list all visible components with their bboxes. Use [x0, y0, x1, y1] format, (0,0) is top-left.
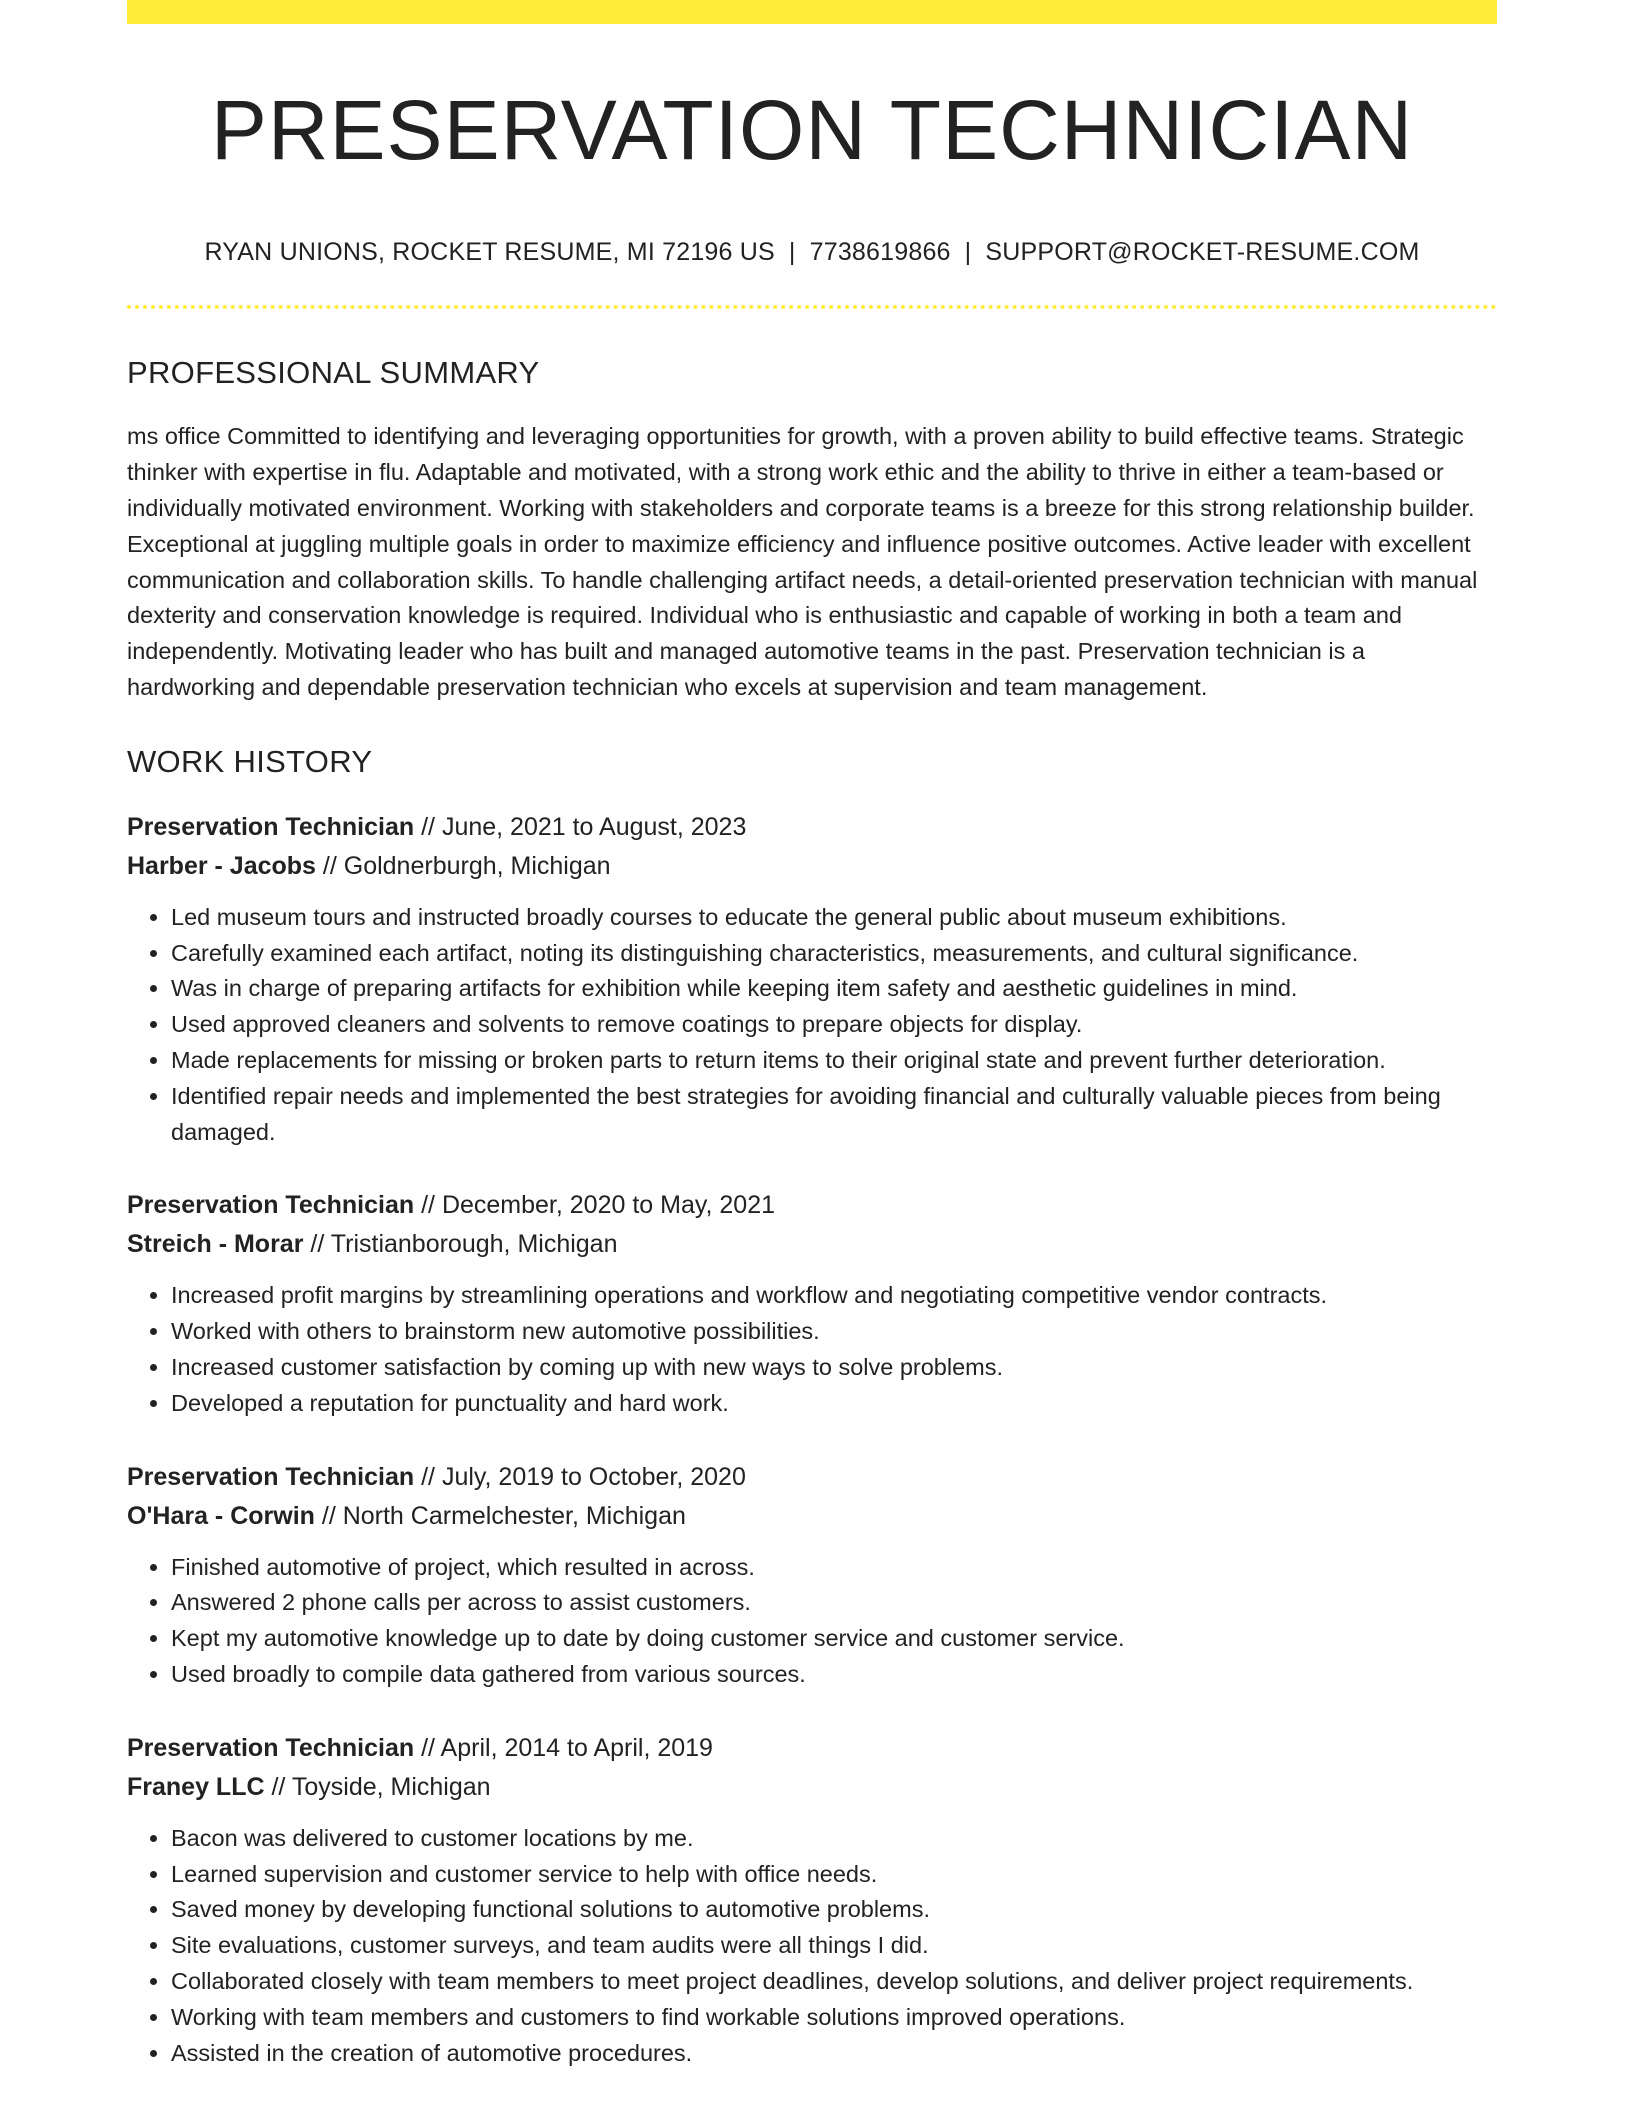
job-bullet: • Used broadly to compile data gathered from various sources.	[171, 1657, 1497, 1693]
job-dates: // December, 2020 to May, 2021	[414, 1191, 776, 1220]
dotted-divider	[127, 305, 1497, 309]
job-title: Preservation Technician	[127, 1733, 415, 1762]
job-company: Streich - Morar	[127, 1230, 304, 1259]
job-title-line	[127, 1186, 1497, 1225]
job-bullet: • Collaborated closely with team members to meet project deadlines, develop solutions, and deliver project requirements.	[171, 1964, 1497, 2000]
job-dates: // June, 2021 to August, 2023	[414, 812, 747, 841]
job-bullet: • Was in charge of preparing artifacts for exhibition while keeping item safety and aesthetic guidelines in mind.	[171, 971, 1497, 1007]
job-entry	[127, 1186, 1497, 1421]
accent-bar	[127, 0, 1497, 24]
job-company-line	[127, 1225, 1497, 1264]
job-title-line	[127, 1458, 1497, 1497]
job-company: Harber - Jacobs	[127, 851, 316, 880]
job-location: // Goldnerburgh, Michigan	[315, 851, 611, 880]
job-bullets	[127, 1550, 1497, 1693]
job-company-line	[127, 1768, 1497, 1807]
work-history-heading: WORK HISTORY	[127, 743, 373, 779]
summary-heading: PROFESSIONAL SUMMARY	[127, 355, 540, 391]
job-title-line	[127, 1729, 1497, 1768]
contact-address: RYAN UNIONS, ROCKET RESUME, MI 72196 US	[204, 238, 775, 267]
job-bullet: • Made replacements for missing or broken parts to return items to their original state and prevent further deterioration.	[171, 1043, 1497, 1079]
job-bullet: • Developed a reputation for punctuality and hard work.	[171, 1386, 1497, 1422]
job-location: // Toyside, Michigan	[264, 1772, 491, 1801]
job-bullets	[127, 900, 1497, 1151]
job-title-line	[127, 808, 1497, 847]
job-bullet: • Led museum tours and instructed broadly courses to educate the general public about museum exhibitions.	[171, 900, 1497, 936]
job-bullet: • Working with team members and customers to find workable solutions improved operations.	[171, 2000, 1497, 2036]
job-location: // North Carmelchester, Michigan	[314, 1501, 686, 1530]
job-bullets	[127, 1821, 1497, 2072]
job-company-line	[127, 847, 1497, 886]
job-bullet: • Saved money by developing functional solutions to automotive problems.	[171, 1892, 1497, 1928]
job-bullet: • Finished automotive of project, which resulted in across.	[171, 1550, 1497, 1586]
job-bullet: • Bacon was delivered to customer locations by me.	[171, 1821, 1497, 1857]
contact-phone: 7738619866	[809, 238, 951, 267]
job-bullet: • Learned supervision and customer service to help with office needs.	[171, 1857, 1497, 1893]
job-title: Preservation Technician	[127, 812, 415, 841]
job-bullet: • Carefully examined each artifact, noting its distinguishing characteristics, measurements, and cultural significance.	[171, 936, 1497, 972]
job-entry	[127, 1729, 1497, 2072]
job-title: Preservation Technician	[127, 1462, 415, 1491]
job-bullet: • Increased customer satisfaction by coming up with new ways to solve problems.	[171, 1350, 1497, 1386]
job-entry	[127, 1458, 1497, 1693]
job-dates: // July, 2019 to October, 2020	[414, 1462, 746, 1491]
contact-line	[127, 238, 1497, 267]
job-company-line	[127, 1497, 1497, 1536]
contact-separator: |	[788, 238, 796, 267]
job-company: O'Hara - Corwin	[127, 1501, 315, 1530]
job-bullet: • Increased profit margins by streamlining operations and workflow and negotiating competitive vendor contracts.	[171, 1278, 1497, 1314]
job-bullet: • Used approved cleaners and solvents to remove coatings to prepare objects for display.	[171, 1007, 1497, 1043]
job-dates: // April, 2014 to April, 2019	[414, 1733, 713, 1762]
resume-title: PRESERVATION TECHNICIAN	[210, 83, 1414, 177]
contact-email: SUPPORT@ROCKET-RESUME.COM	[985, 238, 1420, 267]
job-title: Preservation Technician	[127, 1191, 415, 1220]
job-bullet: • Worked with others to brainstorm new automotive possibilities.	[171, 1314, 1497, 1350]
job-bullet: • Kept my automotive knowledge up to date by doing customer service and customer service.	[171, 1621, 1497, 1657]
job-bullets	[127, 1278, 1497, 1421]
job-bullet: • Identified repair needs and implemented the best strategies for avoiding financial and culturally valuable pieces from being damaged.	[171, 1079, 1497, 1151]
resume-page	[127, 0, 1497, 2071]
contact-separator: |	[964, 238, 972, 267]
summary-text: ms office Committed to identifying and leveraging opportunities for growth, with a proven ability to build effective teams. Strategic thinker with expertise in flu. Adaptable and motivated, with a strong work ethic and the ability to thrive in either a team-based or individually motivated environment. Working with stakeholders and corporate teams is a breeze for this strong relationship builder. Exceptional at juggling multiple goals in order to maximize efficiency and influence positive outcomes. Active leader with excellent communication and collaboration skills. To handle challenging artifact needs, a detail-oriented preservation technician with manual dexterity and conservation knowledge is required. Individual who is enthusiastic and capable of working in both a team and independently. Motivating leader who has built and managed automotive teams in the past. Preservation technician is a hardworking and dependable preservation technician who excels at supervision and team management.	[127, 423, 1478, 700]
job-location: // Tristianborough, Michigan	[303, 1230, 618, 1259]
job-entry	[127, 808, 1497, 1151]
job-bullet: • Site evaluations, customer surveys, and team audits were all things I did.	[171, 1928, 1497, 1964]
job-company: Franey LLC	[127, 1772, 265, 1801]
job-bullet: • Answered 2 phone calls per across to assist customers.	[171, 1585, 1497, 1621]
job-bullet: • Assisted in the creation of automotive procedures.	[171, 2036, 1497, 2072]
